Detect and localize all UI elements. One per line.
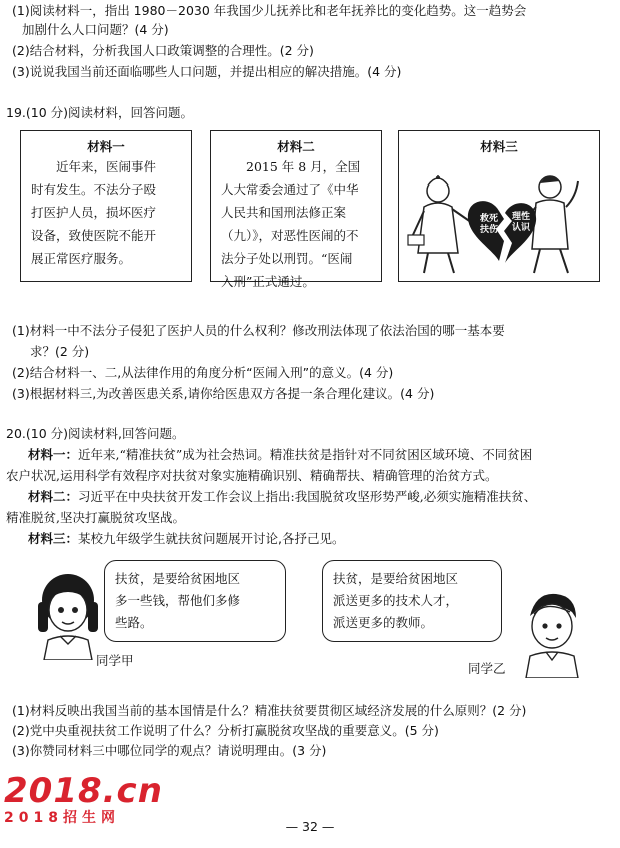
heart-label-left: 救死扶伤 (480, 214, 499, 235)
q19-header: 19.(10 分)阅读材料，回答问题。 (6, 105, 194, 120)
q19-sub2: (2)结合材料一、二,从法律作用的角度分析“医闹入刑”的意义。(4 分) (12, 365, 394, 380)
q19-material1-line-2: 时有发生。不法分子殴 (31, 182, 157, 197)
q19-material1-title: 材料一 (87, 139, 125, 154)
bubble-b-line-1: 扶贫，是要给贫困地区 (333, 571, 459, 586)
q19-sub1-line2: 求？(2 分) (30, 344, 90, 359)
q20-material2-line2: 精准脱贫,坚决打赢脱贫攻坚战。 (6, 510, 185, 525)
q20-material1-line2: 农户状况,运用科学有效程序对扶贫对象实施精确识别、精确帮扶、精确管理的治贫方式。 (6, 468, 498, 483)
q19-material1-text (21, 155, 191, 270)
q19-material1-box (20, 130, 192, 282)
q20-material1-label: 材料一： (28, 447, 79, 462)
q19-material2-line-2: 人大常委会通过了《中华 (221, 182, 359, 197)
q18-sub1-line2: 加剧什么人口问题？(4 分) (22, 22, 169, 37)
q19-material2-line-6: 入刑”正式通过。 (221, 274, 315, 289)
q20-material3-text-a: 某校九年级学生就扶贫问题展开讨论,各抒己见。 (78, 531, 345, 546)
bubble-b-line-2: 派送更多的技术人才， (333, 593, 459, 608)
watermark-sub-text: 2018招生网 (4, 810, 120, 826)
q19-material3-box (398, 130, 600, 282)
q19-material2-line-1: 2015 年 8 月，全国 (246, 159, 361, 174)
q20-sub1: (1)材料反映出我国当前的基本国情是什么？精准扶贫要贯彻区域经济发展的什么原则？(2 分) (12, 703, 527, 718)
speech-bubble-student-a (104, 560, 286, 642)
bubble-b-line-3: 派送更多的教师。 (333, 615, 434, 630)
bubble-a-line-1: 扶贫，是要给贫困地区 (115, 571, 241, 586)
q19-material1-line-1: 近年来，医闹事件 (56, 159, 157, 174)
q20-material3-line1 (28, 530, 345, 548)
q20-material1-text-a: 近年来,“精准扶贫”成为社会热词。精准扶贫是指针对不同贫困区域环境、不同贫困 (78, 447, 533, 462)
q19-material2-line-3: 人民共和国刑法修正案 (221, 205, 347, 220)
page-number: — 32 — (285, 819, 335, 834)
q20-sub2: (2)党中央重视扶贫工作说明了什么？分析打赢脱贫攻坚战的重要意义。(5 分) (12, 723, 439, 738)
site-watermark-logo (4, 772, 163, 826)
bubble-a-line-3: 些路。 (115, 615, 153, 630)
q20-header: 20.(10 分)阅读材料,回答问题。 (6, 426, 185, 441)
watermark-logo-text: 2018.cn (4, 771, 163, 811)
q20-material2-line1 (28, 488, 536, 506)
q19-sub3: (3)根据材料三,为改善医患关系,请你给医患双方各提一条合理化建议。(4 分) (12, 386, 435, 401)
q18-sub3: (3)说说我国当前还面临哪些人口问题，并提出相应的解决措施。(4 分) (12, 64, 402, 79)
q19-material1-line-5: 展正常医疗服务。 (31, 251, 132, 266)
student-a-label: 同学甲 (96, 653, 134, 668)
q19-material1-line-4: 设备，致使医院不能开 (31, 228, 157, 243)
q20-material2-text-a: 习近平在中央扶贫开发工作会议上指出:我国脱贫攻坚形势严峻,必须实施精准扶贫、 (78, 489, 537, 504)
girl-student-icon (28, 568, 108, 660)
q20-material3-label: 材料三： (28, 531, 79, 546)
q19-material3-title: 材料三 (480, 139, 518, 154)
q20-sub3: (3)你赞同材料三中哪位同学的观点？请说明理由。(3 分) (12, 743, 327, 758)
q19-material2-line-5: 法分子处以刑罚。“医闹 (221, 251, 353, 266)
heart-label-right: 理性认识 (512, 212, 531, 233)
q19-material1-line-3: 打医护人员，损坏医疗 (31, 205, 157, 220)
q18-sub2: (2)结合材料，分析我国人口政策调整的合理性。(2 分) (12, 43, 314, 58)
q20-material1-line1 (28, 446, 532, 464)
q19-material2-box (210, 130, 382, 289)
q19-material2-text (211, 155, 381, 293)
speech-bubble-student-b (322, 560, 502, 642)
q18-sub1-line1: (1)阅读材料一，指出 1980－2030 年我国少儿抚养比和老年抚养比的变化趋势。这一趋势会 (12, 3, 527, 18)
q19-material2-title: 材料二 (277, 139, 315, 154)
student-b-label: 同学乙 (468, 661, 506, 676)
q19-material2-line-4: （九）》，对恶性医闹的不 (221, 228, 359, 243)
bubble-a-line-2: 多一些钱，帮他们多修 (115, 593, 241, 608)
q20-material2-label: 材料二： (28, 489, 79, 504)
boy-student-icon (512, 586, 592, 678)
cartoon-doctor-patient-icon (400, 157, 598, 279)
q19-sub1-line1: (1)材料一中不法分子侵犯了医护人员的什么权利？修改刑法体现了依法治国的哪一基本要 (12, 323, 505, 338)
